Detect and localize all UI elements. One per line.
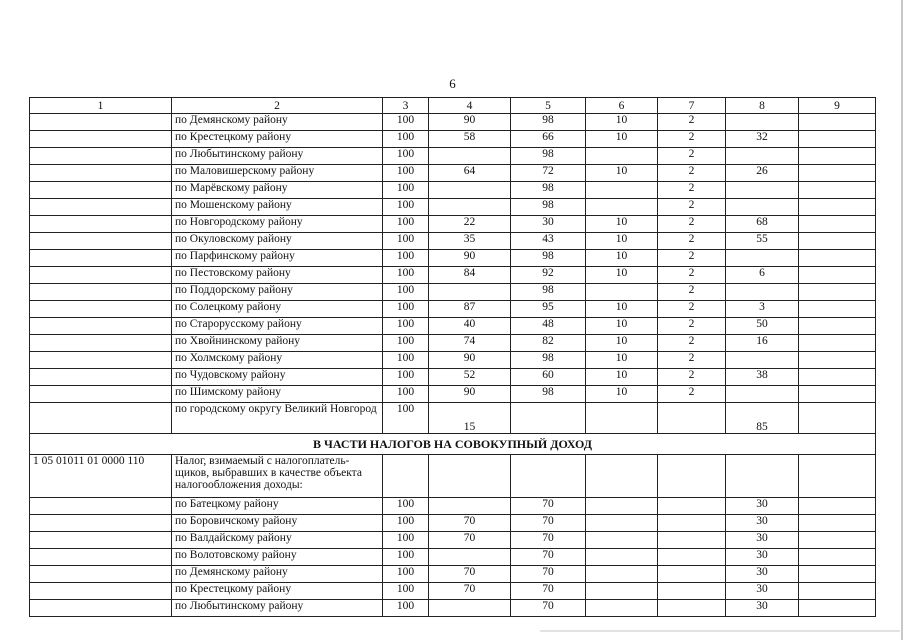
table-cell [30, 216, 172, 233]
table-cell: 100 [383, 182, 429, 199]
table-cell: по Окуловскому району [172, 233, 383, 250]
table-cell [726, 455, 799, 498]
table-cell [586, 583, 658, 600]
table-cell: 1 05 01011 01 0000 110 [30, 455, 172, 498]
table-cell: 6 [726, 267, 799, 284]
table-cell [429, 182, 511, 199]
table-cell [586, 600, 658, 617]
table-cell: по Марёвскому району [172, 182, 383, 199]
table-cell: 3 [383, 98, 429, 114]
distribution-table [29, 97, 876, 617]
table-cell: 30 [726, 515, 799, 532]
table-cell: 5 [511, 98, 586, 114]
table-cell [586, 182, 658, 199]
table-row [30, 233, 876, 250]
table-cell: по Парфинскому району [172, 250, 383, 267]
table-cell [30, 600, 172, 617]
table-cell: 9 [799, 98, 876, 114]
table-cell: 10 [586, 386, 658, 403]
table-cell: 100 [383, 250, 429, 267]
table-cell [30, 498, 172, 515]
table-row [30, 250, 876, 267]
table-cell: 100 [383, 148, 429, 165]
table-cell [658, 532, 726, 549]
table-cell [30, 352, 172, 369]
table-cell [799, 566, 876, 583]
table-cell: 10 [586, 369, 658, 386]
table-cell: 60 [511, 369, 586, 386]
table-cell: 48 [511, 318, 586, 335]
table-cell: 92 [511, 267, 586, 284]
table-cell [726, 352, 799, 369]
table-cell [30, 284, 172, 301]
table-cell [586, 532, 658, 549]
table-cell [799, 165, 876, 182]
table-cell: 10 [586, 335, 658, 352]
table-cell: 2 [658, 216, 726, 233]
table-cell [799, 233, 876, 250]
table-cell [30, 131, 172, 148]
table-cell: В ЧАСТИ НАЛОГОВ НА СОВОКУПНЫЙ ДОХОД [30, 434, 876, 455]
table-cell: по Волотовскому району [172, 549, 383, 566]
table-cell [30, 532, 172, 549]
table-cell: 98 [511, 386, 586, 403]
table-cell [429, 549, 511, 566]
table-cell: 100 [383, 267, 429, 284]
table-cell: по Мошенскому району [172, 199, 383, 216]
table-row [30, 515, 876, 532]
table-cell [30, 199, 172, 216]
table-cell [383, 455, 429, 498]
table-cell: 72 [511, 165, 586, 182]
table-row [30, 318, 876, 335]
table-cell: по Хвойнинскому району [172, 335, 383, 352]
table-cell: 98 [511, 250, 586, 267]
table-row [30, 165, 876, 182]
table-cell: 30 [726, 498, 799, 515]
table-cell: 10 [586, 318, 658, 335]
table-cell: 100 [383, 233, 429, 250]
table-cell: 2 [658, 369, 726, 386]
table-cell [30, 318, 172, 335]
table-cell: 2 [658, 352, 726, 369]
table-cell: 70 [511, 600, 586, 617]
table-cell: 84 [429, 267, 511, 284]
table-row [30, 131, 876, 148]
table-cell [726, 148, 799, 165]
table-cell [30, 267, 172, 284]
table-cell [511, 455, 586, 498]
table-cell: 87 [429, 301, 511, 318]
table-cell: 10 [586, 165, 658, 182]
table-cell [586, 455, 658, 498]
table-cell: 38 [726, 369, 799, 386]
table-cell: 2 [658, 267, 726, 284]
table-cell [586, 403, 658, 434]
table-cell: 10 [586, 233, 658, 250]
table-row [30, 335, 876, 352]
table-cell: 8 [726, 98, 799, 114]
table-cell: 43 [511, 233, 586, 250]
table-cell [30, 369, 172, 386]
table-cell: 30 [726, 583, 799, 600]
table-cell: по Чудовскому району [172, 369, 383, 386]
table-row [30, 148, 876, 165]
table-cell: 100 [383, 335, 429, 352]
table-cell: 2 [658, 250, 726, 267]
table-cell [429, 284, 511, 301]
table-cell: 2 [658, 165, 726, 182]
table-cell: 100 [383, 284, 429, 301]
table-cell: 58 [429, 131, 511, 148]
table-cell: 90 [429, 114, 511, 131]
table-row [30, 583, 876, 600]
table-cell [799, 216, 876, 233]
table-cell [726, 182, 799, 199]
table-cell: 10 [586, 114, 658, 131]
table-cell: 2 [658, 131, 726, 148]
table-cell [658, 583, 726, 600]
table-cell [586, 515, 658, 532]
table-cell: 90 [429, 250, 511, 267]
table-cell: Налог, взимаемый с налогоплатель-щиков, выбравших в качестве объекта налогообложения доходы: [172, 455, 383, 498]
table-cell [30, 515, 172, 532]
table-cell: 22 [429, 216, 511, 233]
table-cell: по Демянскому району [172, 566, 383, 583]
table-cell: 40 [429, 318, 511, 335]
table-cell: 70 [511, 566, 586, 583]
table-cell: по Холмскому району [172, 352, 383, 369]
table-cell: 7 [658, 98, 726, 114]
table-row [30, 369, 876, 386]
table-cell: 30 [511, 216, 586, 233]
table-cell [30, 335, 172, 352]
table-cell: 15 [429, 403, 511, 434]
table-cell [799, 301, 876, 318]
table-cell [658, 455, 726, 498]
table-cell: 10 [586, 267, 658, 284]
table-cell: 70 [429, 566, 511, 583]
table-cell: 2 [658, 114, 726, 131]
table-cell [586, 199, 658, 216]
table-cell [30, 233, 172, 250]
table-cell: 100 [383, 403, 429, 434]
table-cell [799, 284, 876, 301]
table-cell: 10 [586, 131, 658, 148]
table-cell: по Шимскому району [172, 386, 383, 403]
table-row [30, 600, 876, 617]
table-cell: 2 [658, 301, 726, 318]
table-cell: 100 [383, 199, 429, 216]
table-cell: 90 [429, 386, 511, 403]
table-cell: 32 [726, 131, 799, 148]
table-cell: 74 [429, 335, 511, 352]
table-row [30, 216, 876, 233]
table-cell: 50 [726, 318, 799, 335]
table-cell [30, 583, 172, 600]
table-cell: по Пестовскому району [172, 267, 383, 284]
table-cell [586, 566, 658, 583]
scan-footer-smudge [540, 630, 900, 632]
table-cell [429, 199, 511, 216]
table-cell [799, 403, 876, 434]
table-row [30, 498, 876, 515]
table-row [30, 386, 876, 403]
table-cell: 100 [383, 216, 429, 233]
table-cell [799, 583, 876, 600]
table-cell [30, 182, 172, 199]
table-cell: 10 [586, 250, 658, 267]
table-cell: 100 [383, 114, 429, 131]
table-cell: 2 [658, 182, 726, 199]
table-cell [658, 600, 726, 617]
table-cell: по Новгородскому району [172, 216, 383, 233]
table-cell: по Поддорскому району [172, 284, 383, 301]
table-cell [30, 165, 172, 182]
table-cell: 30 [726, 549, 799, 566]
table-cell: 2 [658, 335, 726, 352]
table-row [30, 267, 876, 284]
table-cell: 100 [383, 515, 429, 532]
table-cell: 70 [511, 583, 586, 600]
table-cell: 30 [726, 600, 799, 617]
table-cell: 98 [511, 284, 586, 301]
table-cell: 2 [658, 386, 726, 403]
table-cell: 2 [658, 199, 726, 216]
table-cell: 10 [586, 301, 658, 318]
table-cell: 70 [511, 532, 586, 549]
table-cell [799, 600, 876, 617]
table-cell: 64 [429, 165, 511, 182]
table-cell: 100 [383, 369, 429, 386]
table-cell: 30 [726, 566, 799, 583]
table-row [30, 114, 876, 131]
table-cell [799, 455, 876, 498]
table-cell [799, 369, 876, 386]
scan-edge-mark [901, 0, 903, 640]
table-cell [658, 515, 726, 532]
table-row [30, 532, 876, 549]
table-cell: 100 [383, 600, 429, 617]
table-cell [429, 455, 511, 498]
table-cell: 3 [726, 301, 799, 318]
table-cell: 98 [511, 114, 586, 131]
table-cell [799, 386, 876, 403]
table-cell: 100 [383, 566, 429, 583]
table-cell [799, 148, 876, 165]
table-cell [586, 148, 658, 165]
table-cell: 85 [726, 403, 799, 434]
table-cell: 66 [511, 131, 586, 148]
table-cell [726, 250, 799, 267]
table-cell [429, 498, 511, 515]
table-cell [586, 498, 658, 515]
table-row [30, 301, 876, 318]
table-cell: 16 [726, 335, 799, 352]
table-cell [429, 600, 511, 617]
table-cell: по Маловишерскому району [172, 165, 383, 182]
section-title-row [30, 434, 876, 455]
table-cell: 98 [511, 352, 586, 369]
table-cell: по Боровичскому району [172, 515, 383, 532]
table-cell [799, 318, 876, 335]
table-row-tax [30, 455, 876, 498]
table-cell [726, 284, 799, 301]
table-cell: по Валдайскому району [172, 532, 383, 549]
table-cell: 4 [429, 98, 511, 114]
table-cell [658, 566, 726, 583]
table-cell [799, 182, 876, 199]
table-cell: 95 [511, 301, 586, 318]
table-row [30, 284, 876, 301]
table-cell: 100 [383, 318, 429, 335]
table-cell: по Батецкому району [172, 498, 383, 515]
table-cell [799, 515, 876, 532]
table-cell [799, 250, 876, 267]
table-cell: по Крестецкому району [172, 583, 383, 600]
table-cell [726, 114, 799, 131]
table-cell: 70 [511, 549, 586, 566]
table-cell: 2 [172, 98, 383, 114]
table-cell [799, 498, 876, 515]
table-cell [30, 250, 172, 267]
table-cell [511, 403, 586, 434]
table-cell [30, 148, 172, 165]
table-cell [799, 114, 876, 131]
table-cell: 70 [511, 515, 586, 532]
table-cell [799, 352, 876, 369]
table-cell: 2 [658, 318, 726, 335]
table-cell [586, 549, 658, 566]
table-cell: по Солецкому району [172, 301, 383, 318]
table-row [30, 549, 876, 566]
table-cell [799, 199, 876, 216]
table-cell: 100 [383, 165, 429, 182]
table-cell: 2 [658, 233, 726, 250]
table-cell: по Любытинскому району [172, 600, 383, 617]
table-cell [429, 148, 511, 165]
table-row-city [30, 403, 876, 434]
table-row [30, 199, 876, 216]
table-cell: 100 [383, 532, 429, 549]
table-cell [586, 284, 658, 301]
table-cell [658, 549, 726, 566]
table-cell: по Крестецкому району [172, 131, 383, 148]
table-cell [30, 403, 172, 434]
table-cell: 90 [429, 352, 511, 369]
table-cell [30, 566, 172, 583]
table-cell [726, 199, 799, 216]
table-cell: 1 [30, 98, 172, 114]
page-number: 6 [449, 76, 456, 91]
table-cell: 100 [383, 131, 429, 148]
table-cell: 2 [658, 284, 726, 301]
table-cell: 35 [429, 233, 511, 250]
table-cell: 10 [586, 352, 658, 369]
table-cell: 52 [429, 369, 511, 386]
table-cell: 2 [658, 148, 726, 165]
table-cell: по Любытинскому району [172, 148, 383, 165]
table-cell: 30 [726, 532, 799, 549]
table-cell [799, 267, 876, 284]
table-cell: по Старорусскому району [172, 318, 383, 335]
table-row [30, 352, 876, 369]
table-cell [658, 403, 726, 434]
table-cell: 100 [383, 386, 429, 403]
table-cell [799, 131, 876, 148]
table-cell: 100 [383, 301, 429, 318]
table-cell: 70 [511, 498, 586, 515]
table-cell: 98 [511, 148, 586, 165]
table-cell: по городскому округу Великий Новгород [172, 403, 383, 434]
table-cell: по Демянскому району [172, 114, 383, 131]
table-cell: 70 [429, 583, 511, 600]
table-cell: 10 [586, 216, 658, 233]
table-cell: 82 [511, 335, 586, 352]
table-cell: 6 [586, 98, 658, 114]
table-cell: 55 [726, 233, 799, 250]
table-cell: 100 [383, 549, 429, 566]
table-cell: 100 [383, 583, 429, 600]
table-cell [726, 386, 799, 403]
table-cell [799, 335, 876, 352]
table-row [30, 566, 876, 583]
table-cell: 98 [511, 199, 586, 216]
table-cell: 68 [726, 216, 799, 233]
table-cell [799, 532, 876, 549]
table-header-row [30, 98, 876, 114]
table-cell [30, 301, 172, 318]
table-cell [30, 114, 172, 131]
table-cell: 100 [383, 352, 429, 369]
table-cell [799, 549, 876, 566]
table-cell: 26 [726, 165, 799, 182]
table-cell [30, 549, 172, 566]
table-cell: 70 [429, 532, 511, 549]
table-cell [30, 386, 172, 403]
table-cell: 100 [383, 498, 429, 515]
table-row [30, 182, 876, 199]
table-cell: 70 [429, 515, 511, 532]
table-cell: 98 [511, 182, 586, 199]
table-cell [658, 498, 726, 515]
